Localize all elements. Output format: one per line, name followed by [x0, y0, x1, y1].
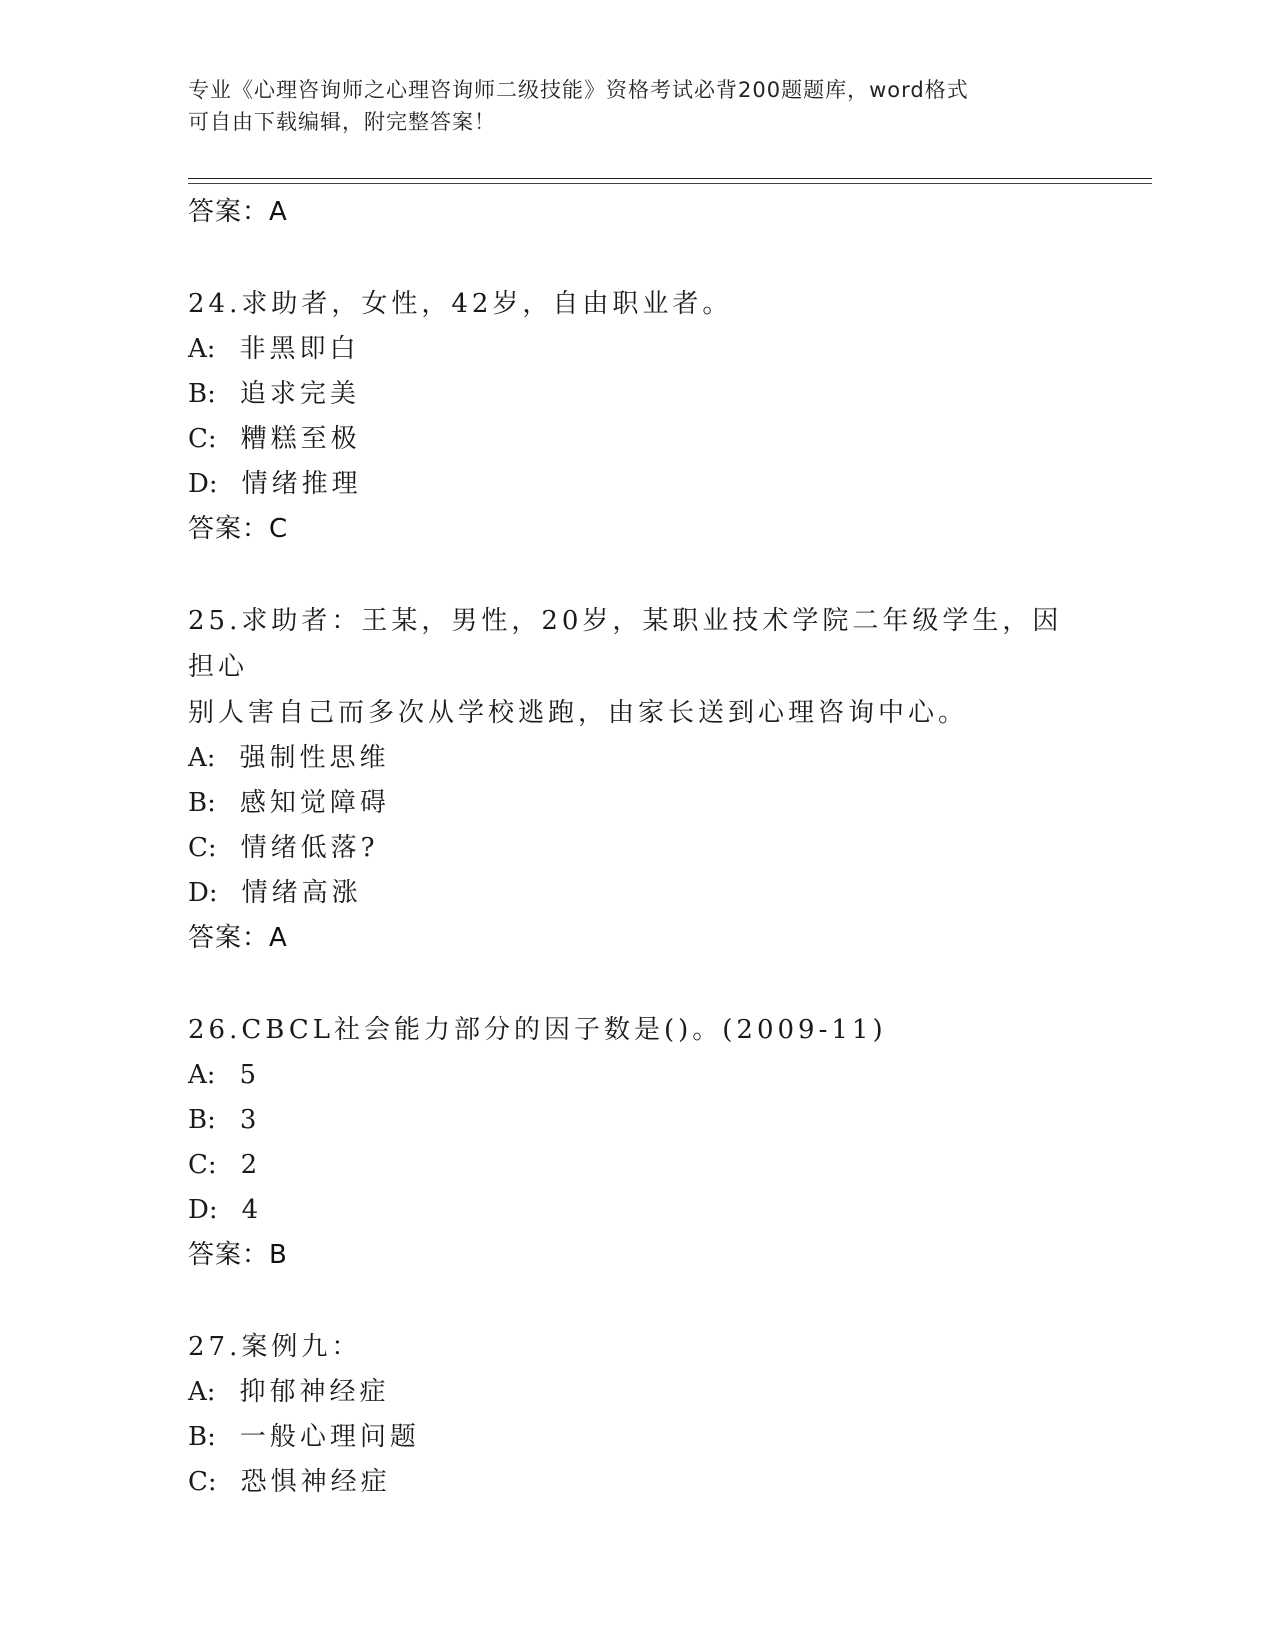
spacer [188, 553, 1088, 598]
option-d: D: 4 [188, 1195, 263, 1225]
question-stem: 25.求助者：王某，男性，20岁，某职业技术学院二年级学生，因担心 [188, 606, 1063, 682]
spacer [188, 236, 1088, 281]
question-stem-continued: 别人害自己而多次从学校逃跑，由家长送到心理咨询中心。 [188, 698, 969, 728]
option-d: D: 情绪高涨 [188, 878, 362, 908]
option-c: C: 糟糕至极 [188, 424, 361, 454]
spacer [188, 962, 1088, 1007]
option-a: A: 强制性思维 [188, 743, 390, 773]
option-b: B: 感知觉障碍 [188, 788, 390, 818]
header-divider [188, 178, 1152, 179]
answer-line: 答案：A [188, 923, 288, 953]
header-line-1: 专业《心理咨询师之心理咨询师二级技能》资格考试必背200题题库，word格式 [188, 78, 969, 102]
spacer [188, 1279, 1088, 1324]
option-b: B: 一般心理问题 [188, 1422, 420, 1452]
question-stem: 24.求助者，女性，42岁，自由职业者。 [188, 289, 733, 319]
question-block [188, 1007, 1088, 1279]
question-block [188, 598, 1088, 962]
question-block [188, 1324, 1088, 1505]
question-list [188, 190, 1088, 1505]
option-c: C: 恐惧神经症 [188, 1467, 391, 1497]
document-header [188, 74, 1088, 138]
option-a: A: 抑郁神经症 [188, 1377, 390, 1407]
question-stem: 26.CBCL社会能力部分的因子数是()。(2009-11) [188, 1015, 887, 1045]
option-d: D: 情绪推理 [188, 469, 362, 499]
option-b: B: 追求完美 [188, 379, 360, 409]
answer-line: 答案：C [188, 514, 289, 544]
option-c: C: 2 [188, 1150, 262, 1180]
header-line-2: 可自由下载编辑，附完整答案！ [188, 110, 496, 134]
option-b: B: 3 [188, 1105, 261, 1135]
question-stem: 27.案例九： [188, 1332, 362, 1362]
option-a: A: 5 [188, 1060, 261, 1090]
header-divider-secondary [188, 183, 1152, 184]
question-block [188, 281, 1088, 553]
option-a: A: 非黑即白 [188, 334, 360, 364]
option-c: C: 情绪低落? [188, 833, 379, 863]
answer-line: 答案：B [188, 1240, 288, 1270]
answer-line: 答案：A [188, 197, 288, 227]
